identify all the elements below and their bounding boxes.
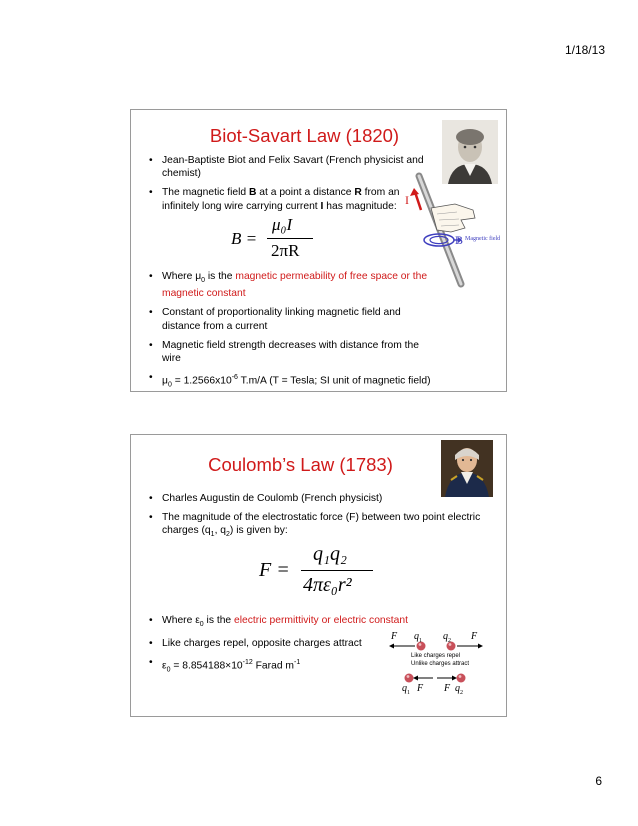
charge-letter: q [402,683,407,694]
bullet-text: = 8.854188×10 [170,660,243,672]
bullet-item [147,492,492,505]
right-hand-rule-diagram [401,172,507,292]
formula-denominator: 4πε₀r² [303,574,352,596]
bullet-text: μ [162,375,168,387]
bullet-list [147,492,492,548]
charge-q1-label [402,683,410,696]
slide-title: Coulomb’s Law (1783) [208,454,393,475]
formula-lhs: F = [259,559,290,581]
bullet-text: Where ε [162,615,200,626]
subscript: 1 [419,638,422,644]
bullet-item [147,339,432,365]
bullet-text: ε [162,660,167,672]
page-number: 6 [595,774,602,788]
slide-biot-savart [130,109,507,392]
bullet-text: The magnetic field [162,187,249,199]
bullet-text: Constant of proportionality linking magnetic field and distance from a current [162,307,401,332]
slide-coulomb [130,434,507,717]
subscript: 2 [226,531,230,539]
charge-q2-label [443,631,451,644]
fraction-line [267,238,313,239]
superscript: -1 [293,659,301,667]
bullet-text: at a point a distance [256,187,355,199]
subscript: 0 [201,277,206,285]
force-label: F [444,683,451,694]
highlight-text: magnetic permeability of free space or the magnetic constant [162,271,428,300]
bullet-text: Jean-Baptiste Biot and Felix Savart (French physicist and chemist) [162,155,424,180]
subscript: 0 [167,381,172,389]
bullet-text: The magnitude of the electrostatic force (F) between two point electric charges (q [162,512,481,537]
superscript: -6 [231,374,238,382]
bullet-text: is the [205,271,236,282]
bullet-text: from an infinitely long wire carrying current [162,187,400,212]
force-label: F [471,631,478,642]
field-letter: B [455,233,464,247]
subscript: 0 [199,621,204,629]
bullet-text: has magnitude: [323,200,397,212]
force-label: F [417,683,424,694]
subscript: 2 [460,690,463,696]
formula-lhs: B = [231,229,258,248]
charge-q1-label [414,631,422,644]
subscript: 1 [407,690,410,696]
coulomb-portrait [441,440,493,497]
charge-letter: q [443,631,448,642]
bullet-text: Like charges repel, opposite charges attract [162,638,362,650]
coulomb-formula [259,543,399,603]
superscript: -12 [242,659,253,667]
bullet-text: Where μ [162,271,202,282]
bullet-text: Farad m [252,660,294,672]
charge-letter: q [455,683,460,694]
bullet-item [147,511,492,541]
subscript: 1 [210,531,215,539]
attract-label: Unlike charges attract [411,661,470,667]
force-label: F [391,631,398,642]
biot-savart-formula [231,215,351,270]
subscript: 2 [448,638,451,644]
slide-title: Biot-Savart Law (1820) [209,125,400,146]
bullet-item [147,186,424,212]
bold-i: I [320,200,324,212]
current-label: I [405,193,409,207]
bullet-text: is the [203,615,235,626]
charges-diagram [389,631,489,699]
bullet-text: , q [214,525,227,537]
bullet-item [147,371,452,392]
bullet-item [147,306,422,332]
formula-numerator: μ₀I [272,215,293,234]
bullet-text: T.m/A (T = Tesla; SI unit of magnetic field) [237,375,431,387]
repel-label: Like charges repel [411,653,461,659]
formula-numerator: q₁q₂ [313,543,347,565]
field-label: Magnetic field [465,236,501,242]
bullet-text: Charles Augustin de Coulomb (French physicist) [162,493,383,504]
date: 1/18/13 [564,43,605,57]
bullet-text: Magnetic field strength decreases with distance from the wire [162,339,419,365]
bullet-list [147,154,437,219]
bold-b: B [249,187,257,199]
bold-r: R [354,187,362,199]
charge-q2-label [455,683,463,696]
subscript: 0 [166,666,171,674]
highlight-text: electric permittivity or electric constant [234,615,408,626]
bullet-item [147,614,492,631]
bullet-text: ) is given by: [229,525,288,537]
formula-denominator: 2πR [271,241,300,260]
bullet-text: = 1.2566x10 [171,375,232,387]
wire-hand-graphic [401,172,507,292]
fraction-line [301,570,373,571]
bullet-item [147,154,437,180]
charge-letter: q [414,631,419,642]
